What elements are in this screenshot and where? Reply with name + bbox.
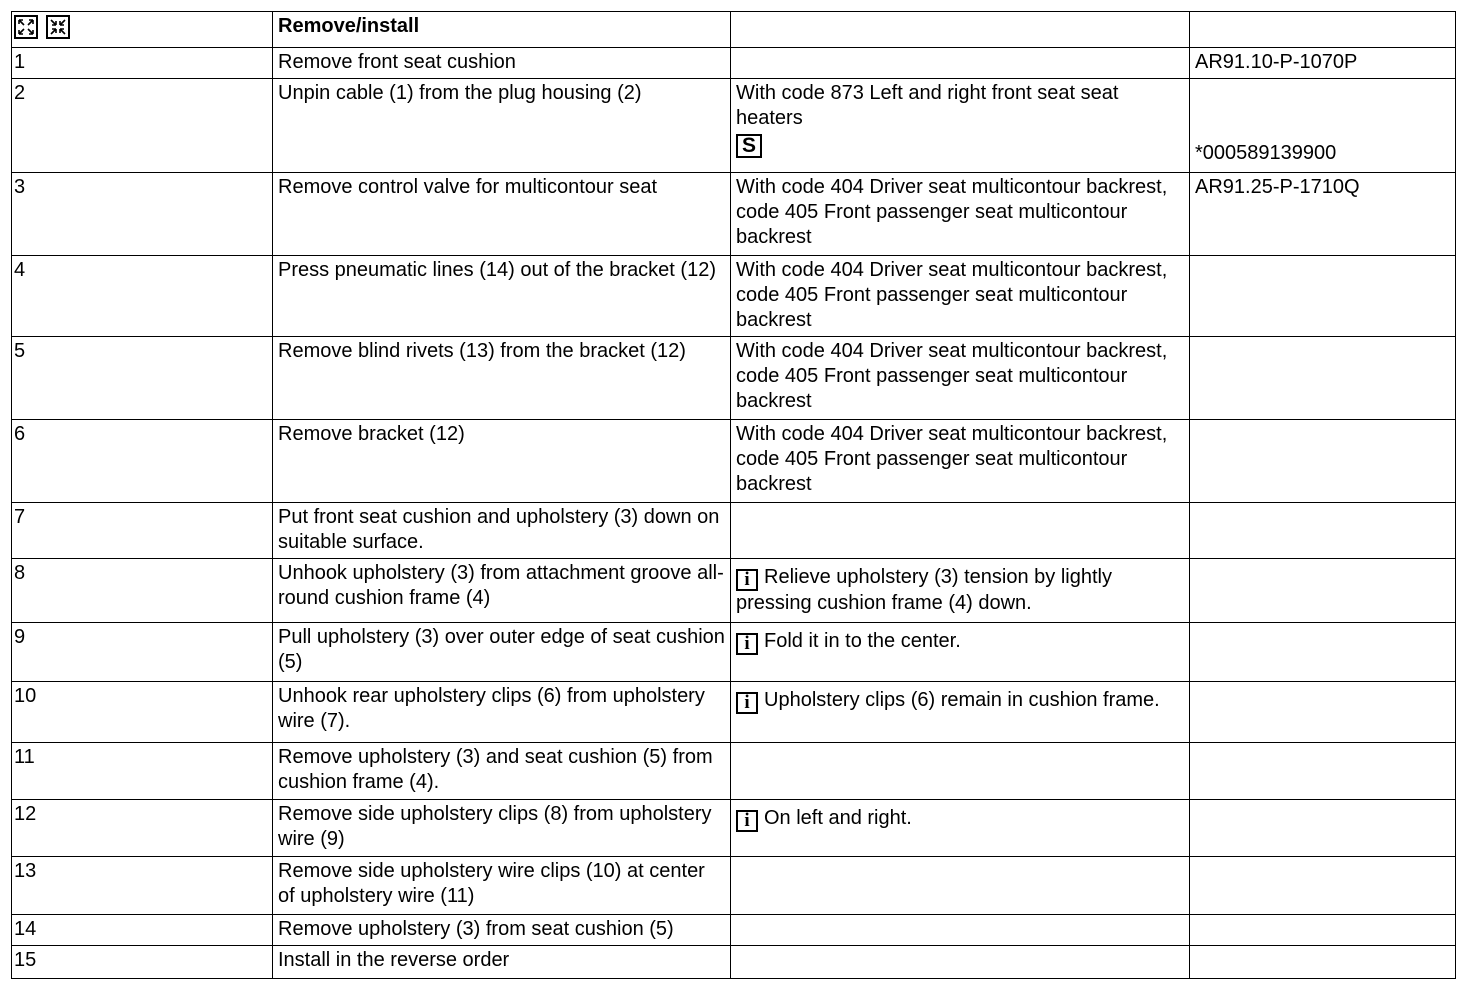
table-row <box>12 743 1456 800</box>
step-reference <box>1190 800 1456 857</box>
step-note: Upholstery clips (6) remain in cushion frame. <box>764 689 1160 711</box>
step-condition: With code 404 Driver seat multicontour backrest, code 405 Front passenger seat multicontour backrest <box>731 420 1190 503</box>
step-number: 13 <box>12 857 273 915</box>
step-number: 8 <box>12 559 273 623</box>
info-icon: i <box>736 569 758 591</box>
step-condition <box>731 946 1190 979</box>
step-number: 4 <box>12 256 273 337</box>
step-number: 9 <box>12 623 273 682</box>
step-reference <box>1190 337 1456 420</box>
table-row <box>12 256 1456 337</box>
step-condition <box>731 915 1190 946</box>
step-condition: With code 404 Driver seat multicontour backrest, code 405 Front passenger seat multicontour backrest <box>731 173 1190 256</box>
table-row <box>12 48 1456 79</box>
step-number: 6 <box>12 420 273 503</box>
step-action: Unhook upholstery (3) from attachment groove all-round cushion frame (4) <box>273 559 731 623</box>
table-row <box>12 857 1456 915</box>
step-condition: With code 404 Driver seat multicontour backrest, code 405 Front passenger seat multicontour backrest <box>731 337 1190 420</box>
step-action: Remove bracket (12) <box>273 420 731 503</box>
step-condition-cell <box>731 79 1190 173</box>
step-note-cell <box>731 623 1190 682</box>
collapse-all-icon[interactable] <box>46 15 70 39</box>
step-number: 1 <box>12 48 273 79</box>
step-action: Pull upholstery (3) over outer edge of seat cushion (5) <box>273 623 731 682</box>
step-condition <box>731 48 1190 79</box>
step-condition <box>731 743 1190 800</box>
info-icon: i <box>736 692 758 714</box>
table-row <box>12 800 1456 857</box>
table-row <box>12 173 1456 256</box>
step-action: Press pneumatic lines (14) out of the bracket (12) <box>273 256 731 337</box>
step-action: Remove upholstery (3) from seat cushion (5) <box>273 915 731 946</box>
step-reference[interactable]: *000589139900 <box>1190 79 1456 173</box>
table-row <box>12 420 1456 503</box>
step-reference <box>1190 857 1456 915</box>
step-action: Remove front seat cushion <box>273 48 731 79</box>
step-reference <box>1190 559 1456 623</box>
step-action: Unhook rear upholstery clips (6) from upholstery wire (7). <box>273 682 731 743</box>
table-row <box>12 682 1456 743</box>
step-condition <box>731 857 1190 915</box>
step-reference <box>1190 682 1456 743</box>
step-action: Remove upholstery (3) and seat cushion (5) from cushion frame (4). <box>273 743 731 800</box>
step-reference <box>1190 915 1456 946</box>
step-number: 7 <box>12 503 273 559</box>
step-reference[interactable]: AR91.10-P-1070P <box>1190 48 1456 79</box>
step-note: Fold it in to the center. <box>764 630 961 652</box>
special-tool-icon[interactable]: S <box>736 134 762 158</box>
step-action: Put front seat cushion and upholstery (3) down on suitable surface. <box>273 503 731 559</box>
step-note: On left and right. <box>764 807 912 829</box>
toolbar-cell <box>12 12 273 48</box>
step-reference <box>1190 503 1456 559</box>
table-row <box>12 623 1456 682</box>
header-row <box>12 12 1456 48</box>
step-condition <box>731 503 1190 559</box>
step-action: Remove side upholstery wire clips (10) at center of upholstery wire (11) <box>273 857 731 915</box>
table-row <box>12 946 1456 979</box>
procedure-table <box>11 11 1456 979</box>
expand-all-icon[interactable] <box>14 15 38 39</box>
step-number: 11 <box>12 743 273 800</box>
step-note: Relieve upholstery (3) tension by lightly pressing cushion frame (4) down. <box>736 566 1112 614</box>
step-number: 2 <box>12 79 273 173</box>
step-reference <box>1190 420 1456 503</box>
step-note-cell <box>731 559 1190 623</box>
step-note-cell <box>731 682 1190 743</box>
step-number: 14 <box>12 915 273 946</box>
info-icon: i <box>736 633 758 655</box>
info-icon: i <box>736 810 758 832</box>
step-reference <box>1190 743 1456 800</box>
step-reference <box>1190 946 1456 979</box>
step-action: Install in the reverse order <box>273 946 731 979</box>
step-action: Remove blind rivets (13) from the bracket (12) <box>273 337 731 420</box>
step-reference <box>1190 256 1456 337</box>
step-number: 15 <box>12 946 273 979</box>
table-row <box>12 503 1456 559</box>
step-action: Unpin cable (1) from the plug housing (2) <box>273 79 731 173</box>
step-reference <box>1190 623 1456 682</box>
step-action: Remove side upholstery clips (8) from upholstery wire (9) <box>273 800 731 857</box>
table-row <box>12 337 1456 420</box>
step-number: 3 <box>12 173 273 256</box>
step-condition: With code 404 Driver seat multicontour backrest, code 405 Front passenger seat multicontour backrest <box>731 256 1190 337</box>
table-row <box>12 79 1456 173</box>
step-action: Remove control valve for multicontour seat <box>273 173 731 256</box>
step-reference[interactable]: AR91.25-P-1710Q <box>1190 173 1456 256</box>
table-row <box>12 915 1456 946</box>
step-number: 5 <box>12 337 273 420</box>
table-title: Remove/install <box>273 12 731 48</box>
step-condition: With code 873 Left and right front seat seat heaters <box>736 82 1119 129</box>
step-note-cell <box>731 800 1190 857</box>
step-number: 12 <box>12 800 273 857</box>
table-row <box>12 559 1456 623</box>
step-number: 10 <box>12 682 273 743</box>
